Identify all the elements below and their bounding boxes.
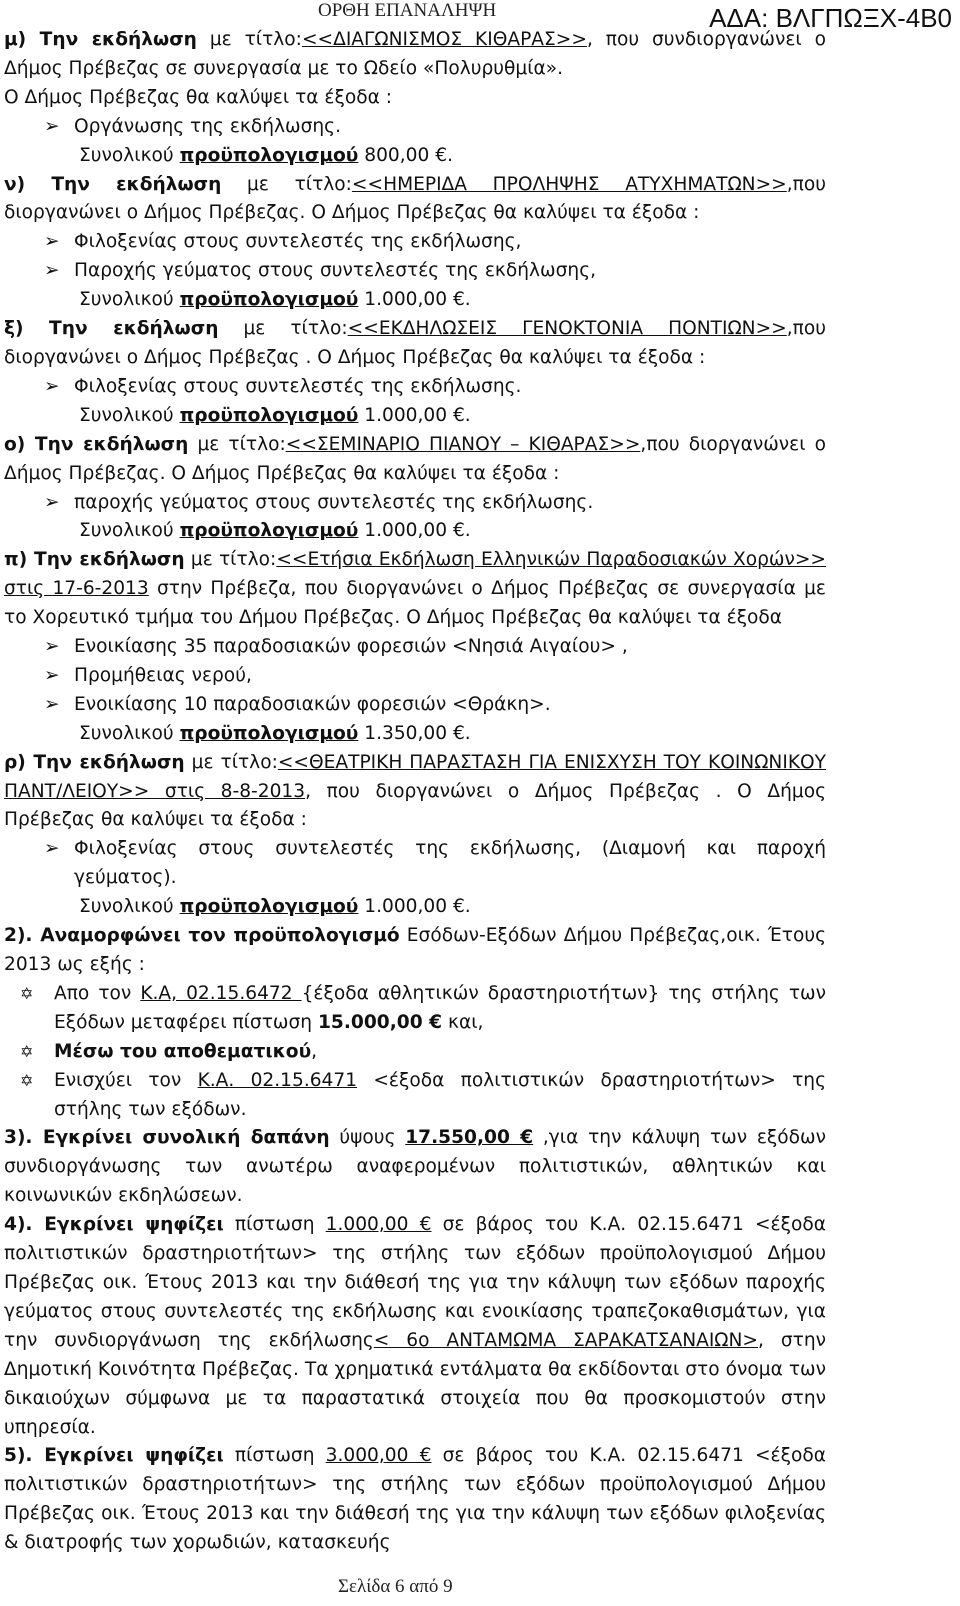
paragraph-4 xyxy=(4,1211,826,1442)
arrow-bullet-icon: ➢ xyxy=(44,636,60,658)
text: Συνολικού xyxy=(79,896,180,918)
list-item xyxy=(4,489,826,518)
arrow-bullet-icon: ➢ xyxy=(44,693,60,715)
text: με τίτλο: xyxy=(221,173,352,195)
item-text: Οργάνωσης της εκδήλωσης. xyxy=(74,115,341,137)
arrow-bullet-icon: ➢ xyxy=(44,491,60,513)
text: προϋπολογισμού xyxy=(179,520,359,542)
section-omicron xyxy=(4,431,826,489)
text: ,για την κάλυψη των εξόδων συνδιοργάνωσης των ανωτέρω αναφερομένων πολιτιστικών, αθλητικών και κοινωνικών εκδηλώσεων. xyxy=(4,1127,826,1207)
list-item xyxy=(4,980,826,1038)
list-item xyxy=(4,228,826,257)
text: με τίτλο: xyxy=(218,318,348,340)
text: σε βάρος του Κ.Α. 02.15.6471 <έξοδα πολιτιστικών δραστηριοτήτων> της στήλης των εξόδων προϋπολογισμού Δήμου Πρέβεζας οικ. Έτους 2013 και την διάθεσή της για την κάλυψη των εξόδων φιλοξενίας & διατροφής των χορωδιών, κατασκευής xyxy=(4,1445,826,1554)
paragraph-2 xyxy=(4,922,826,980)
ada-code: ΑΔΑ: ΒΛΓΠΩΞΧ-4Β0 xyxy=(709,3,952,33)
amount: 1.000,00 €. xyxy=(358,289,471,311)
list-item xyxy=(4,1067,826,1125)
text: με τίτλο: xyxy=(184,751,278,773)
section-rho xyxy=(4,749,826,836)
item-text xyxy=(54,1067,826,1125)
item-text: Φιλοξενίας στους συντελεστές της εκδήλωσης. xyxy=(74,375,522,397)
list-item xyxy=(4,691,826,720)
event-title: < 6ο ΑΝΤΑΜΩΜΑ ΣΑΡΑΚΑΤΣΑΝΑΙΩΝ> xyxy=(373,1329,759,1351)
paragraph-number: 5). xyxy=(4,1445,45,1467)
section-nu xyxy=(4,171,826,229)
item-text xyxy=(54,980,826,1038)
event-title: <<ΣΕΜΙΝΑΡΙΟ ΠΙΑΝΟΥ – ΚΙΘΑΡΑΣ>> xyxy=(285,433,641,455)
list-item xyxy=(4,662,826,691)
text: Αναμορφώνει τον προϋπολογισμό xyxy=(40,925,400,947)
amount: 1.000,00 €. xyxy=(358,520,471,542)
account-code: Κ.Α. 02.15.6471 xyxy=(197,1069,358,1091)
text: ,που διοργανώνει ο Δήμος Πρέβεζας . Ο Δήμος Πρέβεζας θα καλύψει τα έξοδα : xyxy=(4,318,826,368)
amount: 1.350,00 €. xyxy=(358,722,471,744)
text: Εσόδων-Εξόδων Δήμου Πρέβεζας,οικ. Έτους 2013 ως εξής : xyxy=(4,925,826,975)
text: Συνολικού xyxy=(79,404,180,426)
text: με τίτλο: xyxy=(196,29,302,50)
section-label: π) Την εκδήλωση xyxy=(4,549,185,571)
list-item xyxy=(4,257,826,286)
section-label: ξ) Την εκδήλωση xyxy=(4,318,219,340)
budget-total xyxy=(4,517,826,546)
star-bullet-icon: ✡ xyxy=(20,1041,34,1061)
text: Μέσω του αποθεματικού xyxy=(54,1040,312,1062)
page-number: Σελίδα 6 από 9 xyxy=(338,1576,453,1597)
text: Εγκρίνει ψηφίζει xyxy=(44,1214,224,1236)
text: προϋπολογισμού xyxy=(179,404,359,426)
amount: 1.000,00 €. xyxy=(358,896,471,918)
text: στην Πρέβεζα, που διοργανώνει ο Δήμος Πρέβεζας σε συνεργασία με το Χορευτικό τμήμα του Δήμου Πρέβεζας. Ο Δήμος Πρέβεζας θα καλύψει τα έξοδα xyxy=(4,578,826,629)
text: προϋπολογισμού xyxy=(179,144,359,166)
text: σε βάρος του Κ.Α. 02.15.6471 <έξοδα πολιτιστικών δραστηριοτήτων> της στήλης των εξόδων προϋπολογισμού Δήμου Πρέβεζας οικ. Έτους 2013 και την διάθεσή της για την κάλυψη των εξόδων παροχής γεύματος στους συντελεστές της εκδήλωσης και ενοικίασης τραπεζοκαθισμάτων, για την συνδιοργάνωση της εκδήλωσης xyxy=(4,1214,826,1351)
budget-total xyxy=(4,286,826,315)
text: ,που διοργανώνει ο Δήμος Πρέβεζας. Ο Δήμος Πρέβεζας θα καλύψει τα έξοδα : xyxy=(4,173,826,224)
text: Απο τον xyxy=(54,982,141,1004)
event-title: <<ΗΜΕΡΙΔΑ ΠΡΟΛΗΨΗΣ ΑΤΥΧΗΜΑΤΩΝ>> xyxy=(351,173,787,195)
paragraph-number: 3). xyxy=(4,1127,43,1149)
event-title: <<ΘΕΑΤΡΙΚΗ ΠΑΡΑΣΤΑΣΗ ΓΙΑ ΕΝΙΣΧΥΣΗ ΤΟΥ ΚΟΙΝΩΝΙΚΟΥ ΠΑΝΤ/ΛΕΙΟΥ>> στις 8-8-2013 xyxy=(4,751,827,802)
text: με τίτλο: xyxy=(188,433,286,455)
text: Ενισχύει τον xyxy=(54,1069,198,1091)
text: Συνολικού xyxy=(79,722,180,744)
text: και, xyxy=(442,1011,484,1033)
header-banner: ΟΡΘΗ ΕΠΑΝΑΛΗΨΗ xyxy=(318,0,497,21)
account-code: Κ.Α, 02.15.6472 xyxy=(140,982,302,1004)
section-pi xyxy=(4,546,826,633)
section-label: ν) Την εκδήλωση xyxy=(4,173,222,195)
text: , που διοργανώνει ο Δήμος Πρέβεζας . Ο Δήμος Πρέβεζας θα καλύψει τα έξοδα : xyxy=(4,780,826,831)
paragraph-3 xyxy=(4,1124,826,1211)
paragraph-5 xyxy=(4,1442,826,1558)
budget-total xyxy=(4,893,826,922)
budget-total xyxy=(4,720,826,749)
list-item xyxy=(4,1038,826,1067)
text: , στην Δημοτική Κοινότητα Πρέβεζας. Τα χρηματικά εντάλματα θα εκδίδονται στο όνομα των δικαιούχων σύμφωνα με τα παραστατικά στοιχεία που θα προσκομιστούν στην υπηρεσία. xyxy=(4,1329,826,1438)
text: προϋπολογισμού xyxy=(179,289,359,311)
budget-total xyxy=(4,402,826,431)
section-xi xyxy=(4,315,826,373)
amount: 800,00 €. xyxy=(358,144,453,166)
text: προϋπολογισμού xyxy=(179,722,359,744)
arrow-bullet-icon: ➢ xyxy=(44,115,60,137)
text: Συνολικού xyxy=(79,144,180,166)
text: της στήλης των Εξόδων μεταφέρει πίστωση xyxy=(54,982,826,1033)
text: ύψους xyxy=(329,1127,406,1149)
text: Εγκρίνει συνολική δαπάνη xyxy=(42,1127,330,1149)
text: , που συνδιοργανώνει ο Δήμος Πρέβεζας σε συνεργασία με το Ωδείο «Πολυρυθμία». xyxy=(4,29,826,79)
text: <έξοδα πολιτιστικών δραστηριοτήτων> της στήλης των εξόδων. xyxy=(54,1069,826,1120)
section-mu xyxy=(4,26,826,84)
item-text: παροχής γεύματος στους συντελεστές της εκδήλωσης. xyxy=(74,491,594,513)
document-body xyxy=(4,26,826,1558)
section-label: μ) Την εκδήλωση xyxy=(4,29,197,50)
amount: 1.000,00 € xyxy=(325,1214,432,1236)
text: ,που διοργανώνει ο Δήμος Πρέβεζας. Ο Δήμος Πρέβεζας θα καλύψει τα έξοδα : xyxy=(4,433,826,484)
text: Συνολικού xyxy=(79,289,180,311)
star-bullet-icon: ✡ xyxy=(20,1070,34,1090)
list-item xyxy=(4,633,826,662)
item-text: Φιλοξενίας στους συντελεστές της εκδήλωσης, (Διαμονή και παροχή γεύματος). xyxy=(74,838,826,889)
text: , xyxy=(311,1040,318,1062)
item-text xyxy=(54,1038,826,1067)
text: προϋπολογισμού xyxy=(179,896,359,918)
text: με τίτλο: xyxy=(184,549,277,571)
star-bullet-icon: ✡ xyxy=(20,983,34,1003)
section-label: ρ) Την εκδήλωση xyxy=(4,751,185,773)
list-item xyxy=(4,373,826,402)
paragraph-number: 4). xyxy=(4,1214,45,1236)
list-item xyxy=(4,835,826,893)
paragraph-number: 2). xyxy=(4,925,41,947)
budget-total xyxy=(4,142,826,171)
amount: 1.000,00 €. xyxy=(358,404,471,426)
arrow-bullet-icon: ➢ xyxy=(44,260,60,282)
text: Συνολικού xyxy=(79,520,180,542)
arrow-bullet-icon: ➢ xyxy=(44,231,60,253)
arrow-bullet-icon: ➢ xyxy=(44,838,60,860)
text: Εγκρίνει ψηφίζει xyxy=(44,1445,224,1467)
arrow-bullet-icon: ➢ xyxy=(44,375,60,397)
text: πίστωση xyxy=(223,1445,326,1467)
amount: 15.000,00 € xyxy=(317,1011,443,1033)
list-item xyxy=(4,113,826,142)
arrow-bullet-icon: ➢ xyxy=(44,664,60,686)
section-label: ο) Την εκδήλωση xyxy=(4,433,189,455)
item-text: Προμήθειας νερού, xyxy=(74,664,252,686)
item-text: Ενοικίασης 35 παραδοσιακών φορεσιών <Νησιά Αιγαίου> , xyxy=(74,636,628,658)
amount: 3.000,00 € xyxy=(325,1445,432,1467)
expenses-intro: Ο Δήμος Πρέβεζας θα καλύψει τα έξοδα : xyxy=(4,86,393,108)
event-title: <<Ετήσια Εκδήλωση Ελληνικών Παραδοσιακών Χορών>> στις 17-6-2013 xyxy=(4,549,826,600)
event-title: <<ΕΚΔΗΛΩΣΕΙΣ ΓΕΝΟΚΤΟΝΙΑ ΠΟΝΤΙΩΝ>> xyxy=(347,318,787,340)
item-text: Παροχής γεύματος στους συντελεστές της εκδήλωσης, xyxy=(74,260,597,282)
text: πίστωση xyxy=(223,1214,326,1236)
text: {έξοδα αθλητικών δραστηριοτήτων} xyxy=(301,982,660,1004)
item-text: Φιλοξενίας στους συντελεστές της εκδήλωσης, xyxy=(74,231,522,253)
event-title: <<ΔΙΑΓΩΝΙΣΜΟΣ ΚΙΘΑΡΑΣ>> xyxy=(301,29,587,50)
item-text: Ενοικίασης 10 παραδοσιακών φορεσιών <Θράκη>. xyxy=(74,693,551,715)
amount: 17.550,00 € xyxy=(405,1127,534,1149)
